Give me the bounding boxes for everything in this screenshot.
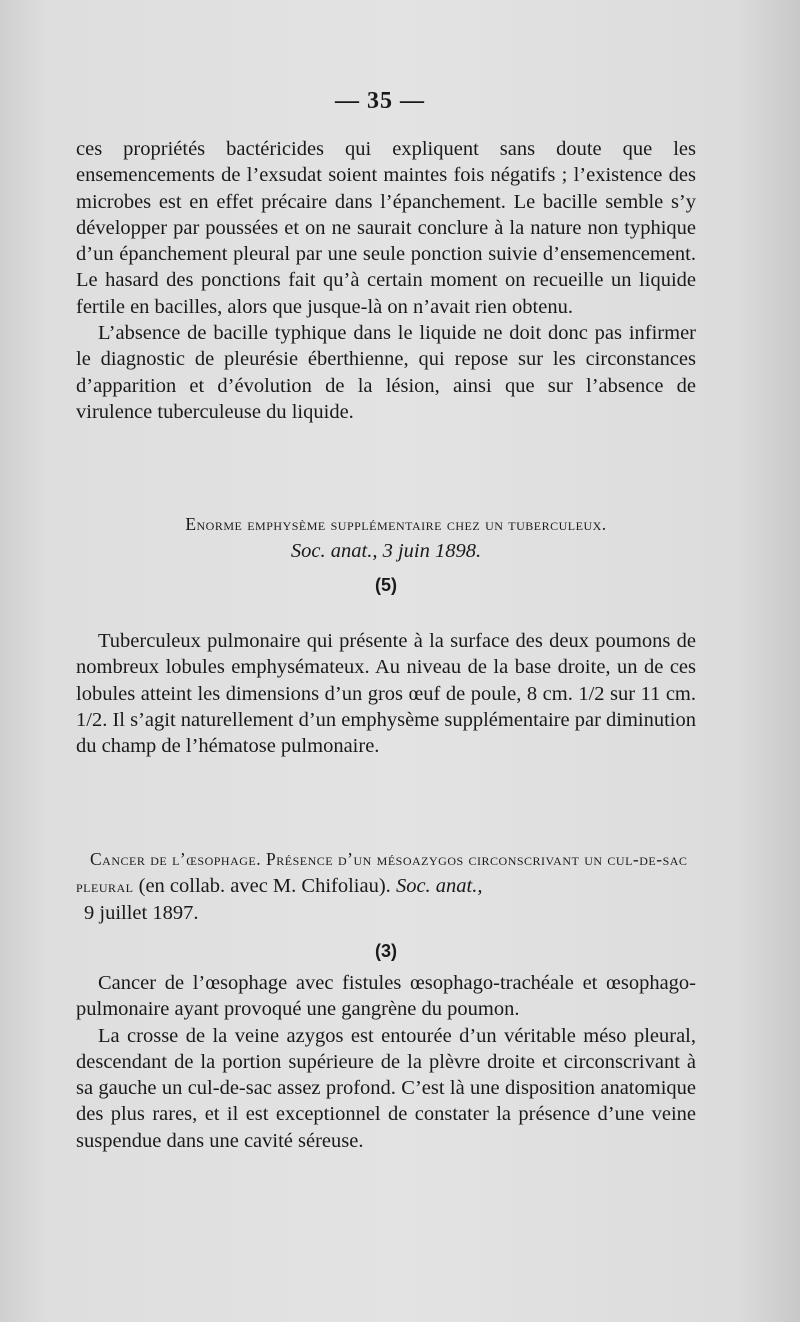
- section-cancer: [76, 846, 696, 962]
- paragraph: Tuberculeux pulmonaire qui présente à la surface des deux poumons de nombreux lobules emphysémateux. Au niveau de la base droite, un de ces lobules atteint les dimensions d’un gros œuf de poule, 8 cm. 1/2 sur 11 cm. 1/2. Il s’agit naturellement d’un emphysème supplémentaire par diminution du champ de l’hématose pulmonaire.: [76, 630, 696, 758]
- paragraph: La crosse de la veine azygos est entourée d’un véritable méso pleural, descendant de la portion supérieure de la plèvre droite et circonscrivant à sa gauche un cul-de-sac assez profond. C’est là une disposition anatomique des plus rares, et il est exceptionnel de constater la présence d’une veine suspendue dans une cavité séreuse.: [76, 1024, 696, 1152]
- page-number: — 35 —: [335, 88, 425, 114]
- paragraph: Cancer de l’œsophage avec fistules œsophago-trachéale et œsophago-pulmonaire ayant provoqué une gangrène du poumon.: [76, 972, 696, 1021]
- section-title: Enorme emphysème supplémentaire chez un tuberculeux.: [185, 514, 607, 534]
- section-number: (3): [375, 941, 397, 961]
- section-emphyseme-body: [76, 628, 696, 759]
- section-continuation: [76, 136, 696, 425]
- section-title: Cancer de l’œsophage. Présence d’un mésoazygos circonscrivant un cul-de-sac pleural (en collab. avec M. Chifoliau). Soc. anat., 9 juillet 1897.: [76, 849, 688, 924]
- section-emphyseme: [76, 514, 696, 596]
- paragraph: L’absence de bacille typhique dans le liquide ne doit donc pas infirmer le diagnostic de pleurésie éberthienne, qui repose sur les circonstances d’apparition et d’évolution de la lésion, ainsi que sur l’absence de virulence tuberculeuse du liquide.: [76, 322, 696, 423]
- section-reference: Soc. anat., 3 juin 1898.: [290, 540, 482, 562]
- paragraph: ces propriétés bactéricides qui expliquent sans doute que les ensemencements de l’exsudat soient maintes fois négatifs ; l’existence des microbes est en effet précaire dans l’épanchement. Le bacille semble s’y développer par poussées et on ne saurait conclure à la nature non typhique d’un épanchement pleural par une seule ponction suivie d’ensemencement. Le hasard des ponctions fait qu’à certain moment on recueille un liquide fertile en bacilles, alors que jusque-là on n’avait rien obtenu.: [76, 138, 696, 318]
- section-number: (5): [375, 575, 397, 595]
- section-cancer-body: [76, 970, 696, 1154]
